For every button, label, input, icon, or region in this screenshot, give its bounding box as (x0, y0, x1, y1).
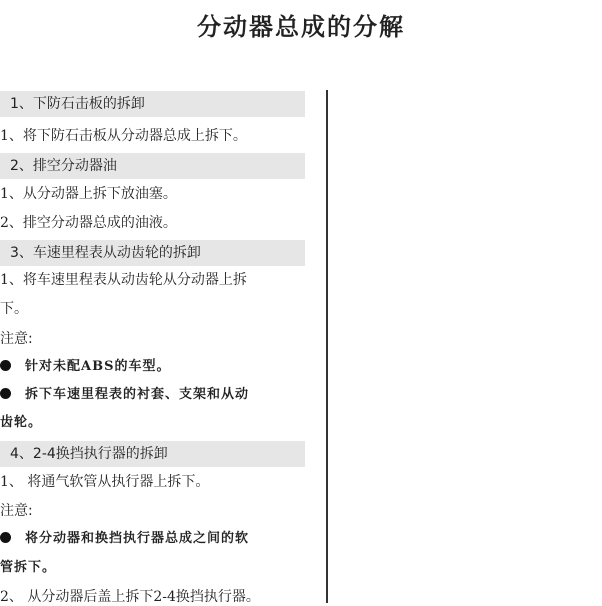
section-header-speedometer-gear: 3、车速里程表从动齿轮的拆卸 (0, 240, 305, 266)
step-text: 下。 (0, 301, 28, 317)
note-bullet (0, 358, 170, 376)
note-text: 拆下车速里程表的衬套、支架和从动 (25, 387, 250, 402)
step-text: 1、 将通气软管从执行器上拆下。 (0, 474, 210, 490)
page-title: 分动器总成的分解 (197, 12, 405, 41)
note-bullet (0, 386, 249, 404)
note-text: 针对未配ABS的车型。 (25, 359, 171, 374)
section-header-drain-oil: 2、排空分动器油 (0, 153, 305, 179)
step-text: 1、将车速里程表从动齿轮从分动器上拆 (0, 272, 247, 288)
note-label: 注意: (0, 331, 33, 347)
bullet-icon (0, 388, 11, 399)
step-text: 1、从分动器上拆下放油塞。 (0, 186, 177, 202)
bullet-icon (0, 360, 11, 371)
column-divider (326, 90, 328, 603)
step-text: 2、排空分动器总成的油液。 (0, 215, 177, 231)
step-text: 1、将下防石击板从分动器总成上拆下。 (0, 128, 247, 144)
note-text: 管拆下。 (0, 560, 57, 575)
step-text: 2、 从分动器后盖上拆下2-4换挡执行器。 (0, 589, 260, 605)
note-label: 注意: (0, 503, 33, 519)
section-header-shift-actuator: 4、2-4换挡执行器的拆卸 (0, 441, 305, 467)
note-text: 齿轮。 (0, 415, 43, 430)
note-text: 将分动器和换挡执行器总成之间的软 (25, 531, 250, 546)
section-header-lower-skid-plate: 1、下防石击板的拆卸 (0, 91, 305, 117)
note-bullet (0, 530, 249, 548)
bullet-icon (0, 532, 11, 543)
